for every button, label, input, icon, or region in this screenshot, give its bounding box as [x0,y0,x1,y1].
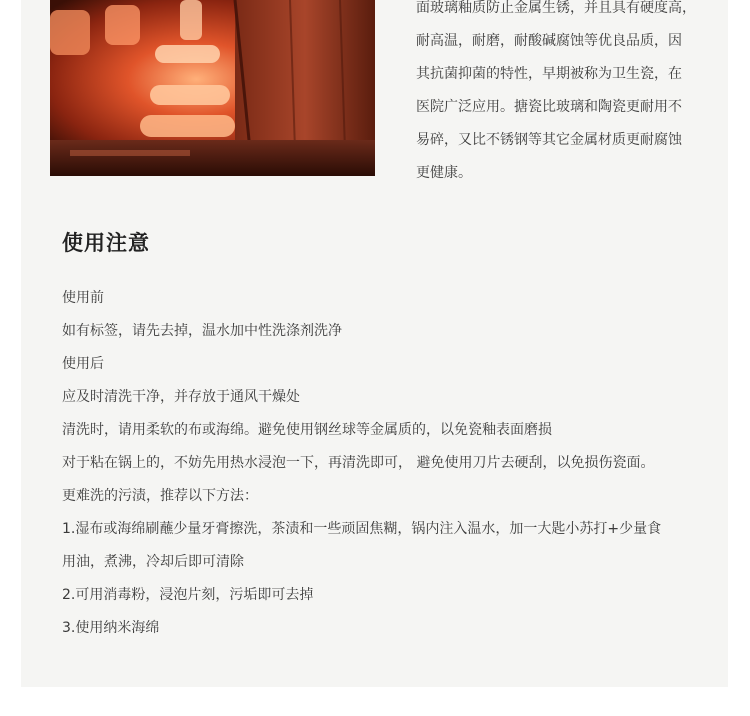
notes-line: 使用后 [62,356,104,372]
notes-line: 应及时清洗干净，并存放于通风干燥处 [62,389,300,405]
notes-line: 对于粘在锅上的，不妨先用热水浸泡一下，再清洗即可， 避免使用刀片去硬刮，以免损伤瓷面。 [62,455,655,471]
intro-line: 医院广泛应用。搪瓷比玻璃和陶瓷更耐用不 [416,99,682,115]
notes-line: 使用前 [62,290,104,306]
enamel-intro-paragraph [416,0,716,190]
notes-line: 清洗时，请用柔软的布或海绵。避免使用钢丝球等金属质的，以免瓷釉表面磨损 [62,422,552,438]
usage-notes [62,282,722,645]
notes-line: 更难洗的污渍，推荐以下方法： [62,488,258,504]
enamel-firing-photo [50,0,375,176]
section-title: 使用注意 [62,231,150,255]
intro-line: 更健康。 [416,165,472,181]
intro-line: 耐高温，耐磨，耐酸碱腐蚀等优良品质，因 [416,33,682,49]
notes-line: 1.湿布或海绵刷蘸少量牙膏擦洗，茶渍和一些顽固焦糊，锅内注入温水，加一大匙小苏打+少量食 [62,521,662,537]
intro-line: 其抗菌抑菌的特性，早期被称为卫生瓷，在 [416,66,682,82]
notes-line: 3.使用纳米海绵 [62,620,160,636]
intro-line: 易碎，又比不锈钢等其它金属材质更耐腐蚀 [416,132,682,148]
notes-line: 2.可用消毒粉，浸泡片刻，污垢即可去掉 [62,587,314,603]
intro-line: 面玻璃釉质防止金属生锈，并且具有硬度高， [416,0,696,16]
notes-line: 如有标签，请先去掉，温水加中性洗涤剂洗净 [62,323,342,339]
notes-line: 用油，煮沸，冷却后即可清除 [62,554,244,570]
